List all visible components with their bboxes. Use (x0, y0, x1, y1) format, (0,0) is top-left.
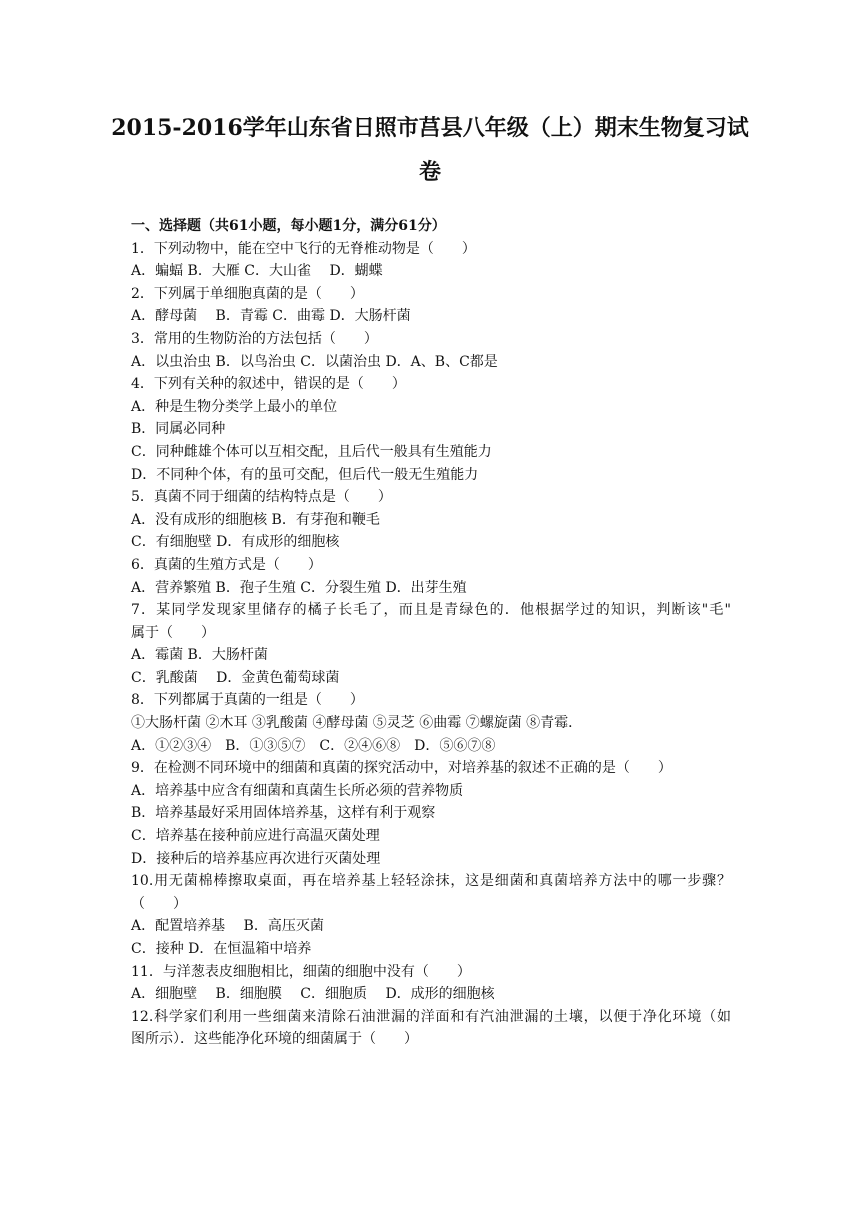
question-text: 12.科学家们利用一些细菌来清除石油泄漏的洋面和有汽油泄漏的土壤，以便于净化环境（如 (131, 1008, 731, 1025)
question-text: 7．某同学发现家里储存的橘子长毛了，而且是青绿色的．他根据学过的知识，判断该"毛" (131, 602, 731, 619)
answer-option: A．种是生物分类学上最小的单位 (131, 398, 338, 415)
answer-options: A．营养繁殖 B．孢子生殖 C．分裂生殖 D．出芽生殖 (131, 579, 467, 596)
section-heading: 一、选择题（共61小题，每小题1分，满分61分） (131, 218, 446, 234)
question-text: 10.用无菌棉棒擦取桌面，再在培养基上轻轻涂抹，这是细菌和真菌培养方法中的哪一步骤？ (131, 873, 731, 890)
answer-options: A．蝙蝠 B．大雁 C．大山雀 D．蝴蝶 (131, 263, 383, 280)
question-list (131, 215, 731, 1051)
answer-options: C．有细胞壁 D．有成形的细胞核 (131, 534, 340, 551)
answer-options: A．配置培养基 B．高压灭菌 (131, 918, 324, 935)
answer-options: A．霉菌 B．大肠杆菌 (131, 647, 268, 664)
question-text: 9．在检测不同环境中的细菌和真菌的探究活动中，对培养基的叙述不正确的是（ ） (131, 760, 672, 777)
question-text: 1．下列动物中，能在空中飞行的无脊椎动物是（ ） (131, 240, 476, 257)
answer-option: D．不同种个体，有的虽可交配，但后代一般无生殖能力 (131, 466, 479, 483)
question-text: 8．下列都属于真菌的一组是（ ） (131, 692, 364, 709)
answer-options: A．酵母菌 B．青霉 C．曲霉 D．大肠杆菌 (131, 308, 411, 325)
answer-option: C．同种雌雄个体可以互相交配，且后代一般具有生殖能力 (131, 443, 492, 460)
question-text: 11．与洋葱表皮细胞相比，细菌的细胞中没有（ ） (131, 963, 471, 980)
question-text: 6．真菌的生殖方式是（ ） (131, 556, 322, 573)
document-title-line-2: 卷 (418, 159, 441, 185)
question-text: 5．真菌不同于细菌的结构特点是（ ） (131, 489, 392, 506)
question-text: 4．下列有关种的叙述中，错误的是（ ） (131, 376, 406, 393)
answer-option: A．培养基中应含有细菌和真菌生长所必须的营养物质 (131, 782, 464, 799)
answer-options: A．没有成形的细胞核 B．有芽孢和鞭毛 (131, 511, 380, 528)
question-text: 3．常用的生物防治的方法包括（ ） (131, 330, 378, 347)
answer-options: A．细胞壁 B．细胞膜 C．细胞质 D．成形的细胞核 (131, 986, 495, 1003)
answer-options: A．以虫治虫 B．以鸟治虫 C．以菌治虫 D．A、B、C都是 (131, 353, 498, 370)
answer-options: C．乳酸菌 D．金黄色葡萄球菌 (131, 669, 340, 686)
document-title-line-1: 2015-2016学年山东省日照市莒县八年级（上）期末生物复习试 (111, 115, 749, 141)
question-text-continued: 属于（ ） (131, 624, 215, 641)
answer-option: C．培养基在接种前应进行高温灭菌处理 (131, 828, 380, 845)
answer-option: D．接种后的培养基应再次进行灭菌处理 (131, 850, 381, 867)
answer-option: B．培养基最好采用固体培养基，这样有利于观察 (131, 805, 436, 822)
question-text-continued: 图所示）．这些能净化环境的细菌属于（ ） (131, 1031, 418, 1048)
question-item-list: ①大肠杆菌 ②木耳 ③乳酸菌 ④酵母菌 ⑤灵芝 ⑥曲霉 ⑦螺旋菌 ⑧青霉． (131, 715, 583, 732)
question-text-continued: （ ） (131, 895, 187, 912)
answer-option: B．同属必同种 (131, 421, 226, 438)
answer-options: C．接种 D．在恒温箱中培养 (131, 941, 312, 957)
answer-options: A．①②③④ B．①③⑤⑦ C．②④⑥⑧ D．⑤⑥⑦⑧ (131, 737, 496, 754)
question-text: 2．下列属于单细胞真菌的是（ ） (131, 285, 364, 302)
